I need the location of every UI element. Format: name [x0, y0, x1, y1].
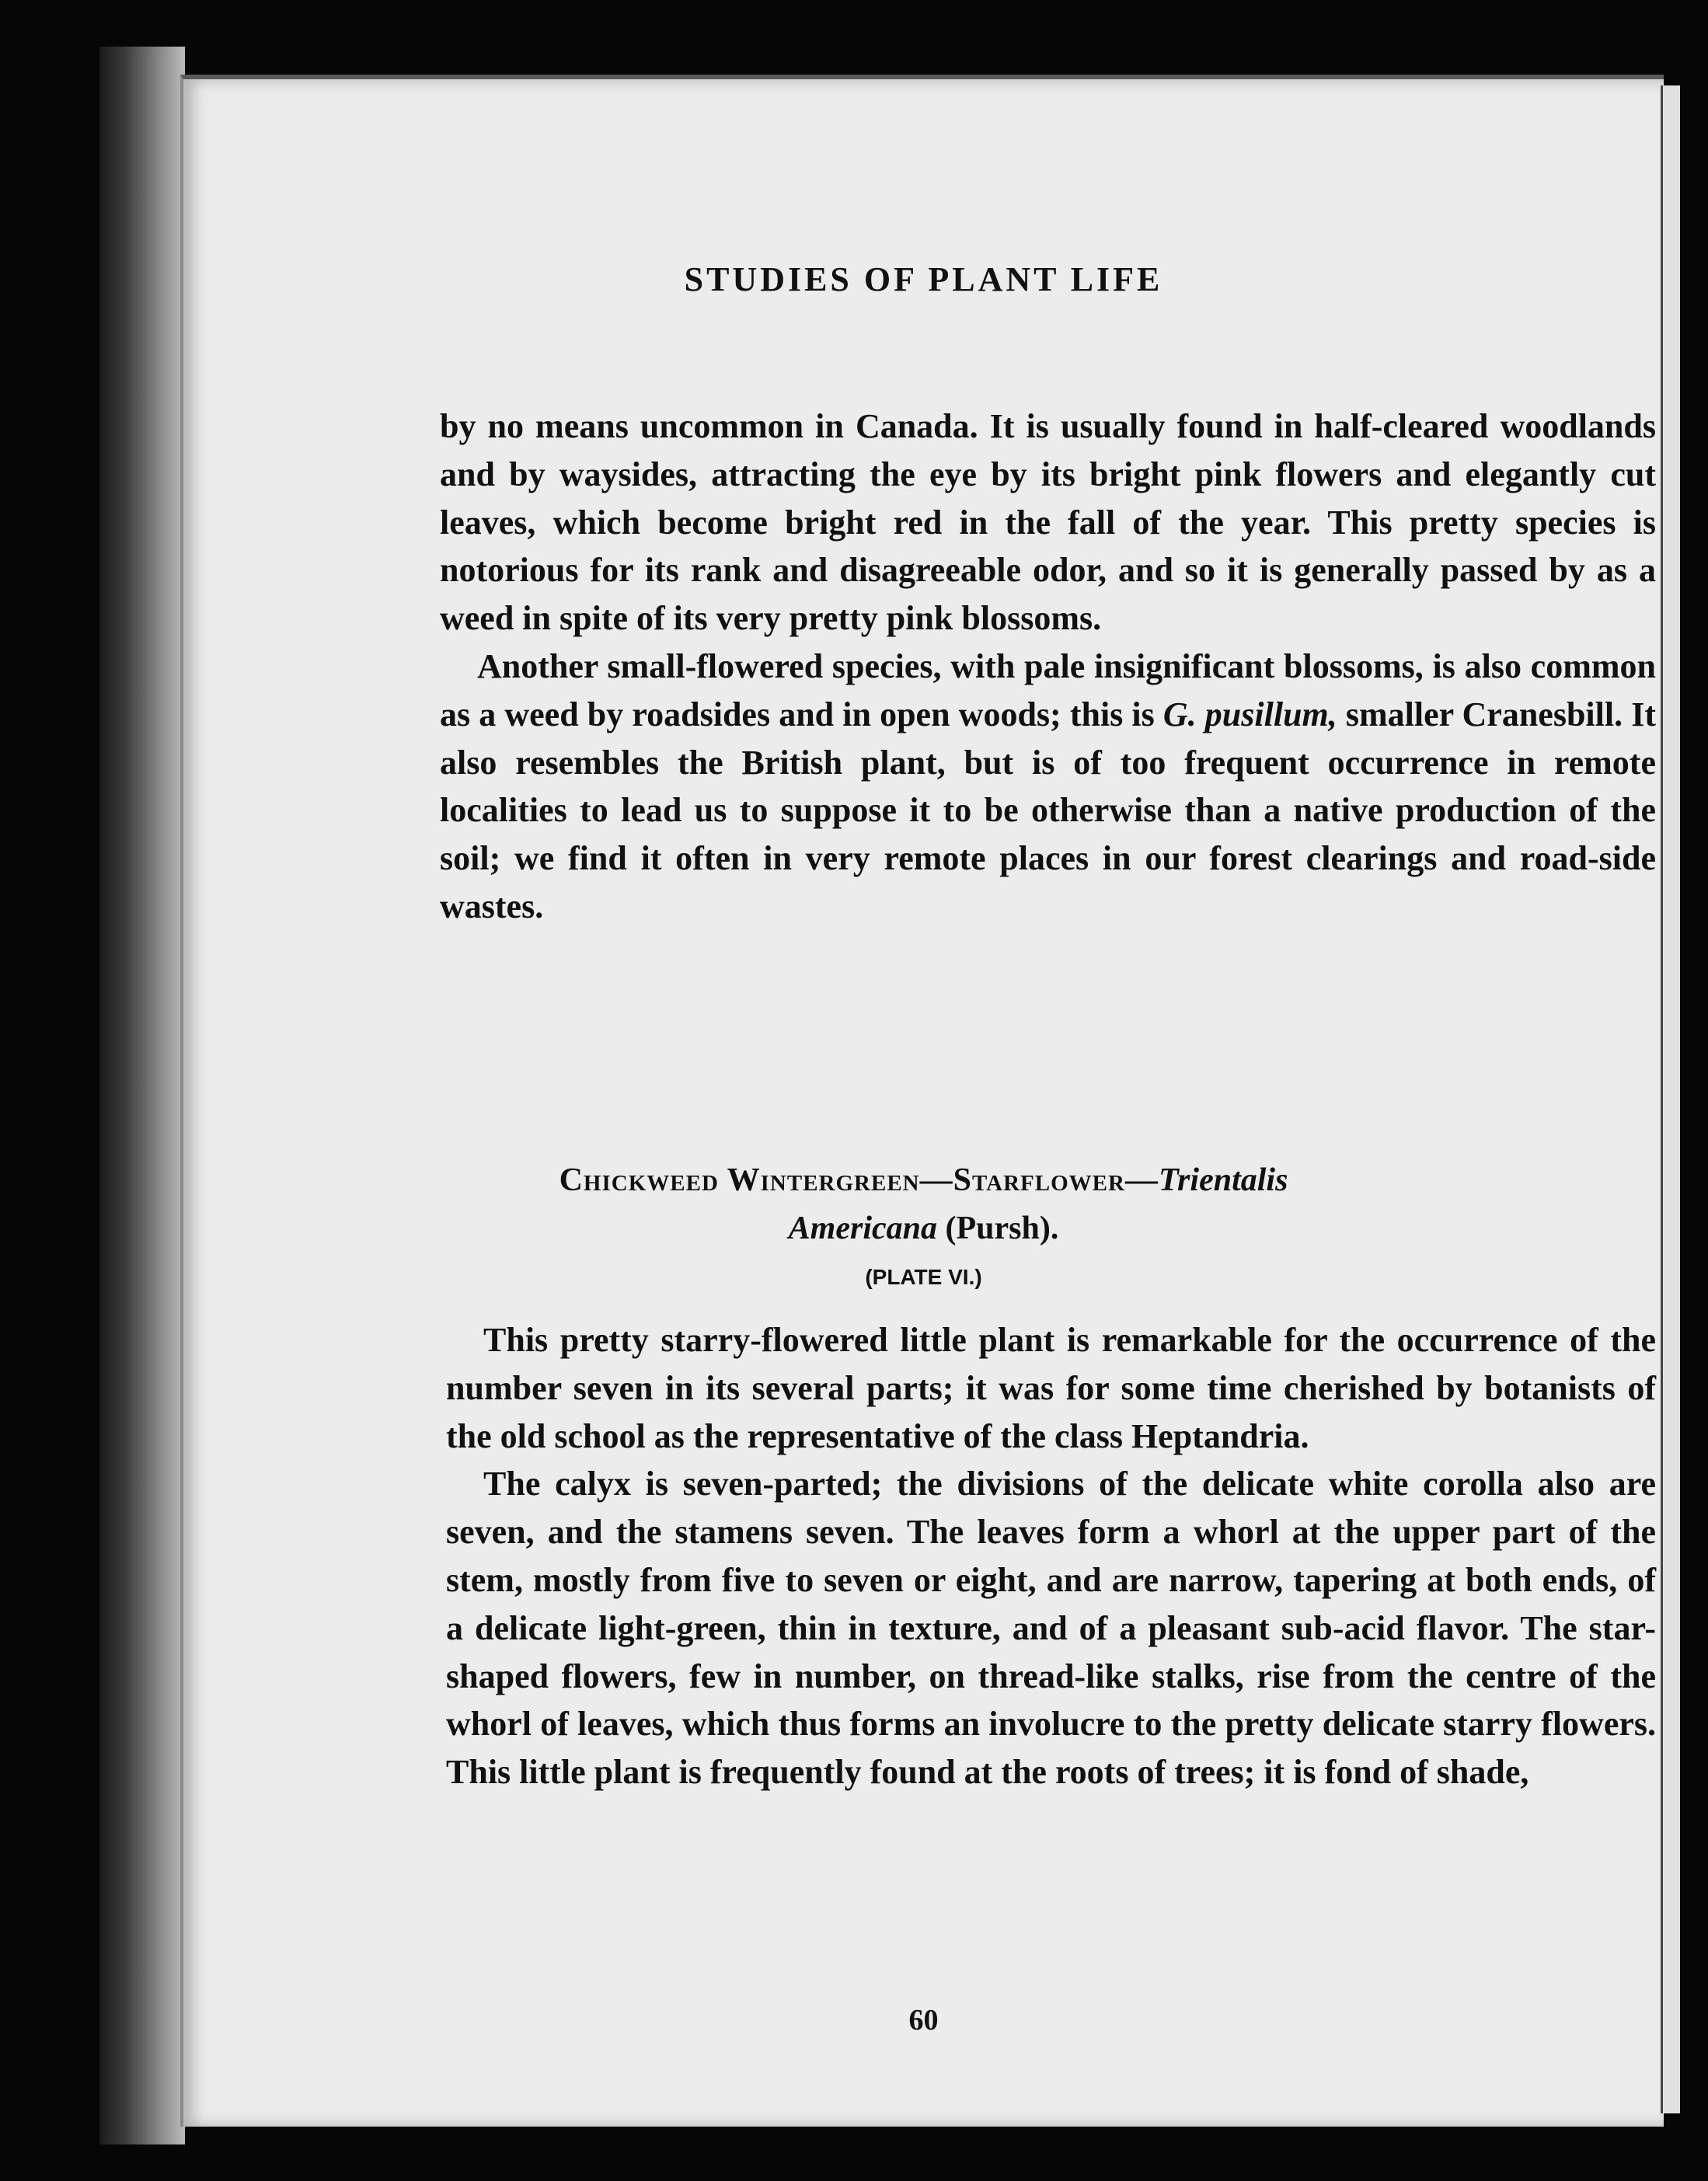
paragraph-1: by no means uncommon in Canada. It is usually found in half-cleared woodlands and by waysides, attracting the eye by its bright pink flowers and elegantly cut leaves, which become bright red in the fall of the year. This pretty species is notorious for its rank and disagreeable odor, and so it is generally passed by as a weed in spite of its very pretty pink blossoms.	[440, 407, 1656, 638]
paragraph-2	[440, 643, 1656, 931]
page-right-edge	[1661, 85, 1680, 2113]
paragraph-3: This pretty starry-flowered little plant is remarkable for the occurrence of the number seven in its several parts; it was for some time cherished by botanists of the old school as the representative of the class Heptandria.	[446, 1321, 1656, 1455]
paragraph-4: The calyx is seven-parted; the divisions of the delicate white corolla also are seven, and the stamens seven. The leaves form a whorl at the upper part of the stem, mostly from five to seven or eight, and are narrow, tapering at both ends, of a delicate light-green, thin in texture, and of a pleasant sub-acid flavor. The star-shaped flowers, few in number, on thread-like stalks, rise from the centre of the whorl of leaves, which thus forms an involucre to the pretty delicate starry flowers. This little plant is frequently found at the roots of trees; it is fond of shade,	[446, 1465, 1656, 1792]
authority: (Pursh).	[945, 1211, 1059, 1246]
running-head: STUDIES OF PLANT LIFE	[684, 260, 1163, 298]
species-name: G. pusillum,	[1162, 695, 1337, 733]
common-names: Chickweed Wintergreen—Starflower—	[559, 1162, 1159, 1198]
text-block-bottom	[446, 1316, 1656, 1796]
book-binding	[99, 47, 185, 2144]
plate-label: (PLATE VI.)	[865, 1265, 982, 1289]
species-epithet: Americana	[788, 1211, 937, 1246]
genus-name: Trientalis	[1158, 1162, 1288, 1198]
section-heading	[183, 1156, 1664, 1253]
page-number: 60	[908, 2004, 939, 2036]
book-page	[180, 75, 1664, 2127]
text-block-top	[440, 402, 1656, 931]
paragraph-2-end: smaller Cranesbill. It also resembles the British plant, but is of too frequent occurrence in remote localities to lead us to suppose it to be otherwise than a native production of the soil; we find it often in very remote places in our forest clearings and road-side wastes.	[440, 695, 1656, 925]
paragraph-2-start: Another small-flowered species, with pale insignificant blossoms, is also common as a weed by roadsides and in open woods; this is	[440, 646, 1656, 733]
